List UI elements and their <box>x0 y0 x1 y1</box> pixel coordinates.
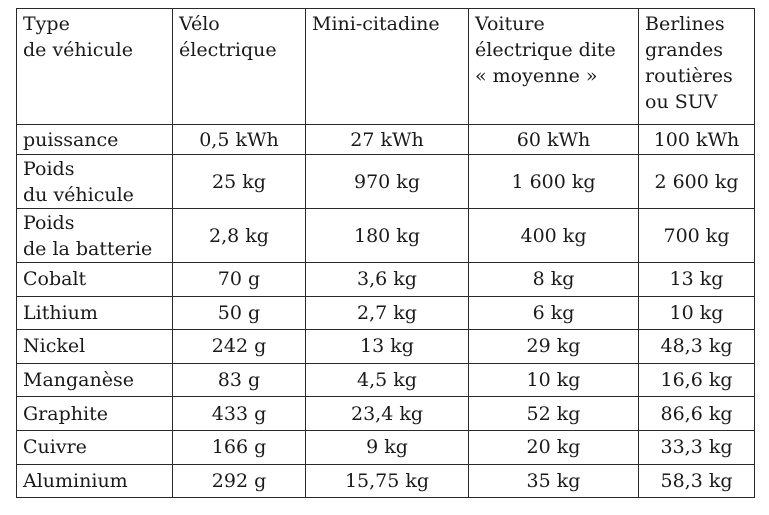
table-cell: 4,5 kg <box>306 363 469 397</box>
table-row <box>17 296 755 330</box>
table-cell: 35 kg <box>469 464 639 498</box>
table-row <box>17 209 755 263</box>
table-cell: 700 kg <box>639 209 755 263</box>
table-cell: 2,7 kg <box>306 296 469 330</box>
table-row <box>17 155 755 209</box>
table-cell: 60 kWh <box>469 125 639 155</box>
table-cell: 3,6 kg <box>306 263 469 297</box>
table-row <box>17 464 755 498</box>
header-electric-bike: Vélo électrique <box>173 9 306 125</box>
table-row <box>17 430 755 464</box>
table-cell: 970 kg <box>306 155 469 209</box>
table-cell: 13 kg <box>639 263 755 297</box>
table-cell: 100 kWh <box>639 125 755 155</box>
header-large-sedan-suv: Berlines grandes routières ou SUV <box>639 9 755 125</box>
table-cell: 8 kg <box>469 263 639 297</box>
row-label: Poids de la batterie <box>17 209 173 263</box>
row-label: Cuivre <box>17 430 173 464</box>
table-row <box>17 363 755 397</box>
table-cell: 2,8 kg <box>173 209 306 263</box>
table-cell: 242 g <box>173 330 306 364</box>
table-cell: 292 g <box>173 464 306 498</box>
row-label: Aluminium <box>17 464 173 498</box>
table-row <box>17 125 755 155</box>
table-cell: 48,3 kg <box>639 330 755 364</box>
table-cell: 86,6 kg <box>639 397 755 431</box>
table-cell: 6 kg <box>469 296 639 330</box>
row-label: Lithium <box>17 296 173 330</box>
table-cell: 83 g <box>173 363 306 397</box>
row-label: Graphite <box>17 397 173 431</box>
table-cell: 20 kg <box>469 430 639 464</box>
header-row <box>17 9 755 125</box>
table-cell: 27 kWh <box>306 125 469 155</box>
table-cell: 29 kg <box>469 330 639 364</box>
table-row <box>17 263 755 297</box>
table-cell: 70 g <box>173 263 306 297</box>
table-cell: 25 kg <box>173 155 306 209</box>
row-label: Poids du véhicule <box>17 155 173 209</box>
table-cell: 166 g <box>173 430 306 464</box>
table-row <box>17 397 755 431</box>
table-cell: 10 kg <box>469 363 639 397</box>
table-cell: 50 g <box>173 296 306 330</box>
table-cell: 10 kg <box>639 296 755 330</box>
table-row <box>17 330 755 364</box>
row-label: Nickel <box>17 330 173 364</box>
table-cell: 9 kg <box>306 430 469 464</box>
table-cell: 2 600 kg <box>639 155 755 209</box>
header-mini-city-car: Mini-citadine <box>306 9 469 125</box>
row-label: puissance <box>17 125 173 155</box>
vehicle-materials-table <box>16 8 755 498</box>
table-cell: 400 kg <box>469 209 639 263</box>
table-cell: 13 kg <box>306 330 469 364</box>
table-cell: 52 kg <box>469 397 639 431</box>
row-label: Cobalt <box>17 263 173 297</box>
table-cell: 0,5 kWh <box>173 125 306 155</box>
table-cell: 58,3 kg <box>639 464 755 498</box>
header-medium-electric-car: Voiture électrique dite « moyenne » <box>469 9 639 125</box>
header-vehicle-type: Type de véhicule <box>17 9 173 125</box>
row-label: Manganèse <box>17 363 173 397</box>
table-cell: 433 g <box>173 397 306 431</box>
table-cell: 33,3 kg <box>639 430 755 464</box>
table-cell: 16,6 kg <box>639 363 755 397</box>
table-cell: 23,4 kg <box>306 397 469 431</box>
table-cell: 180 kg <box>306 209 469 263</box>
table-cell: 1 600 kg <box>469 155 639 209</box>
table-cell: 15,75 kg <box>306 464 469 498</box>
